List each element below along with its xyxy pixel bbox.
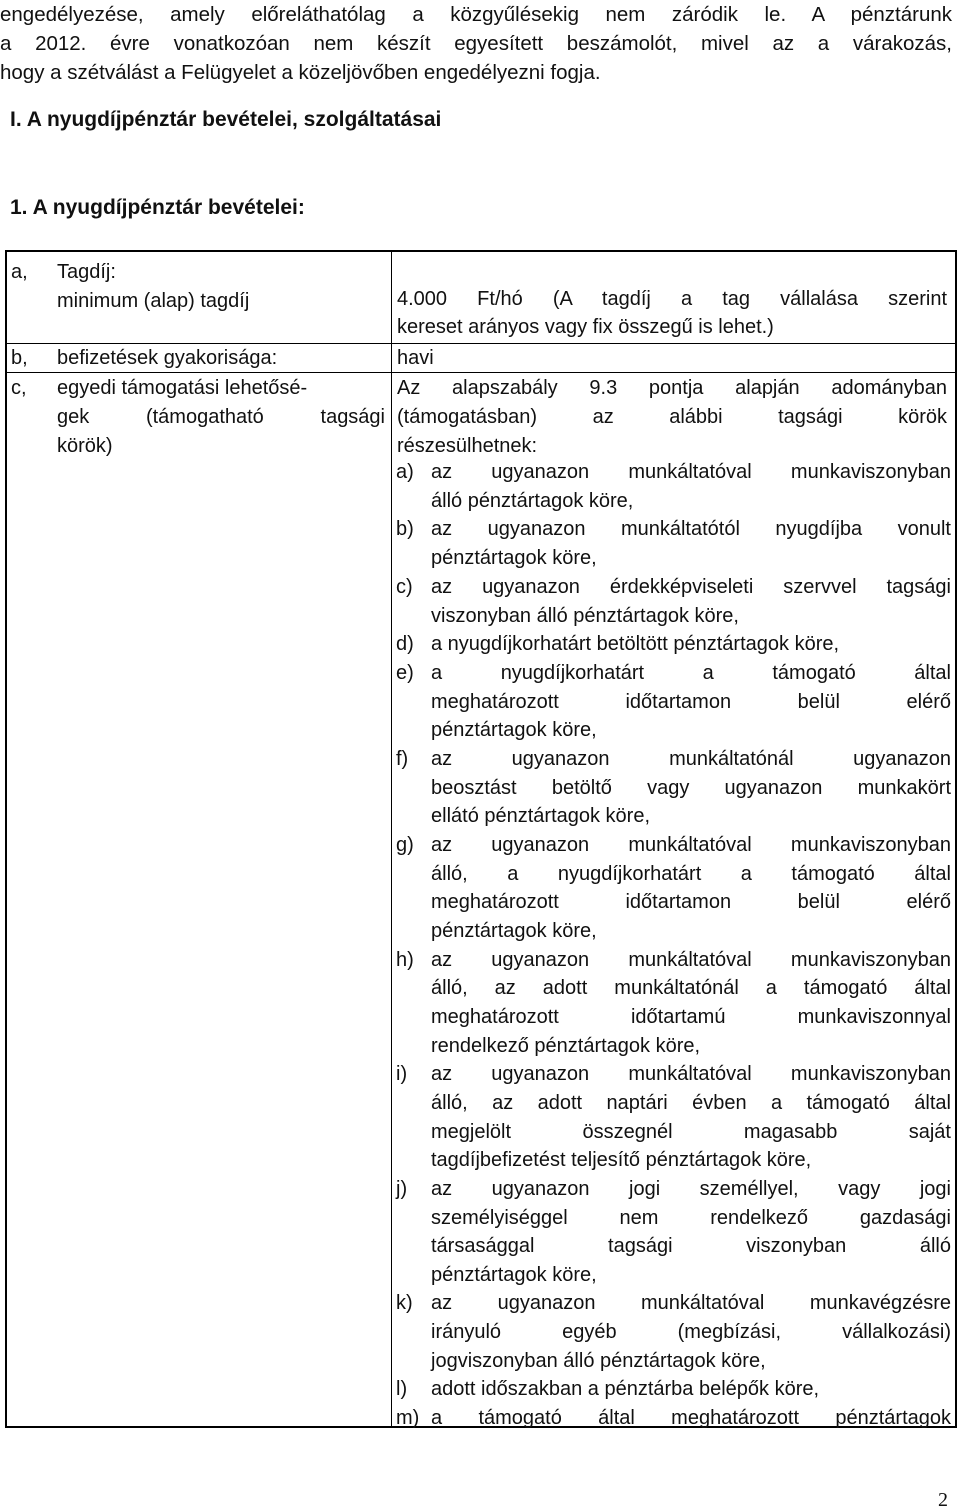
row-marker: c, <box>11 377 27 399</box>
page-number: 2 <box>938 1489 948 1511</box>
list-item-line: meghatározott időtartamú munkaviszonnyal <box>431 1006 951 1028</box>
list-item-text <box>431 573 951 630</box>
subsection-heading: 1. A nyugdíjpénztár bevételei: <box>10 196 305 219</box>
list-item-line: az ugyanazon munkáltatóval munkaviszonyban <box>431 461 951 483</box>
list-item-line: az ugyanazon jogi személlyel, vagy jogi <box>431 1177 951 1200</box>
row-value: havi <box>397 347 434 369</box>
list-item-line: meghatározott időtartamon belül elérő <box>431 690 951 713</box>
list-item-marker: g) <box>396 834 414 856</box>
list-item-line: álló, a nyugdíjkorhatárt a támogató által <box>431 862 951 885</box>
list-item-text <box>431 745 951 831</box>
list-item-line: megjelölt összegnél magasabb saját <box>431 1120 951 1143</box>
list-item-text <box>431 1375 951 1404</box>
list-item-marker: b) <box>396 518 414 541</box>
list-item-line: álló, az adott munkáltatónál a támogató által <box>431 977 951 1000</box>
row-value: (támogatásban) az alábbi tagsági körök <box>397 406 947 428</box>
list-item-marker: a) <box>396 461 414 483</box>
list-item-marker: m) <box>396 1407 420 1430</box>
list-item-line: a nyugdíjkorhatárt betöltött pénztártagok köre, <box>431 633 840 656</box>
row-label: minimum (alap) tagdíj <box>57 290 250 312</box>
list-item-line: rendelkező pénztártagok köre, <box>431 1034 701 1057</box>
list-item-marker: f) <box>396 748 409 770</box>
list-item-line: irányuló egyéb (megbízási, vállalkozási) <box>431 1321 951 1344</box>
list-item-marker: j) <box>396 1177 408 1200</box>
list-item-line: ellátó pénztártagok köre, <box>431 805 651 828</box>
revenue-table <box>5 250 957 1428</box>
row-marker: a, <box>11 261 28 283</box>
list-item-line: tagdíjbefizetést teljesítő pénztártagok köre, <box>431 1149 812 1172</box>
list-item-marker: k) <box>396 1292 413 1315</box>
list-item-marker: d) <box>396 633 414 656</box>
list-item-line: az ugyanazon munkáltatóval munkaviszonyban <box>431 1063 951 1086</box>
list-item-line: az ugyanazon munkáltatónál ugyanazon <box>431 748 951 770</box>
list-item-text <box>431 1404 951 1433</box>
list-item-line: adott időszakban a pénztárba belépők köre, <box>431 1378 820 1401</box>
list-item-marker: h) <box>396 948 414 971</box>
list-item-marker: l) <box>396 1378 408 1401</box>
list-item-line: pénztártagok köre, <box>431 920 597 943</box>
row-marker: b, <box>11 347 28 369</box>
list-item-line: beosztást betöltő vagy ugyanazon munkakört <box>431 776 951 799</box>
list-item-text <box>431 1289 951 1375</box>
list-item-marker: c) <box>396 575 413 598</box>
row-label: egyedi támogatási lehetősé- <box>57 377 308 399</box>
list-item-text <box>431 1060 951 1175</box>
list-item-line: álló, az adott naptári évben a támogató által <box>431 1091 951 1114</box>
row-value: kereset arányos vagy fix összegű is lehet.) <box>397 316 774 338</box>
list-item-line: a támogató által meghatározott pénztártagok <box>431 1407 951 1430</box>
row-value: Az alapszabály 9.3 pontja alapján adományban <box>397 377 947 399</box>
list-item-text <box>431 659 951 745</box>
list-item-line: viszonyban álló pénztártagok köre, <box>431 604 739 627</box>
list-item-line: pénztártagok köre, <box>431 1263 597 1286</box>
list-item-line: pénztártagok köre, <box>431 547 597 570</box>
list-item-line: az ugyanazon munkáltatóval munkavégzésre <box>431 1292 951 1315</box>
intro-line: engedélyezése, amely előreláthatólag a közgyűlésekig nem záródik le. A pénztárunk <box>0 3 952 26</box>
intro-line: a 2012. évre vonatkozóan nem készít egyesített beszámolót, mivel az a várakozás, <box>0 32 952 55</box>
list-item-marker: e) <box>396 662 414 684</box>
list-item-line: személyiséggel nem rendelkező gazdasági <box>431 1206 951 1229</box>
row-label: befizetések gyakorisága: <box>57 347 278 369</box>
list-item-text <box>431 515 951 572</box>
row-label: Tagdíj: <box>57 261 116 283</box>
list-item-text <box>431 1175 951 1290</box>
list-item-line: álló pénztártagok köre, <box>431 489 634 512</box>
intro-paragraph <box>0 0 952 87</box>
list-item-line: az ugyanazon munkáltatótól nyugdíjba vonult <box>431 518 951 541</box>
list-item-line: az ugyanazon érdekképviseleti szervvel tagsági <box>431 575 951 598</box>
list-item-line: pénztártagok köre, <box>431 719 597 742</box>
list-item-line: meghatározott időtartamon belül elérő <box>431 891 951 914</box>
column-divider <box>391 252 392 1426</box>
list-item-text <box>431 831 951 946</box>
list-item-line: társasággal tagsági viszonyban álló <box>431 1235 951 1258</box>
section-heading: I. A nyugdíjpénztár bevételei, szolgáltatásai <box>10 108 442 131</box>
list-item-text <box>431 458 951 515</box>
list-item-line: a nyugdíjkorhatárt a támogató által <box>431 662 951 684</box>
list-item-line: jogviszonyban álló pénztártagok köre, <box>431 1349 766 1372</box>
row-label: körök) <box>57 435 113 457</box>
list-item-text <box>431 630 951 659</box>
row-value: részesülhetnek: <box>397 435 538 457</box>
list-item-marker: i) <box>396 1063 408 1086</box>
list-item-line: az ugyanazon munkáltatóval munkaviszonyban <box>431 834 951 856</box>
row-label: gek (támogatható tagsági <box>57 406 385 428</box>
list-item-line: az ugyanazon munkáltatóval munkaviszonyban <box>431 948 951 971</box>
list-item-text <box>431 946 951 1061</box>
row-value: 4.000 Ft/hó (A tagdíj a tag vállalása szerint <box>397 288 947 310</box>
intro-line: hogy a szétválást a Felügyelet a közeljövőben engedélyezni fogja. <box>0 61 601 84</box>
